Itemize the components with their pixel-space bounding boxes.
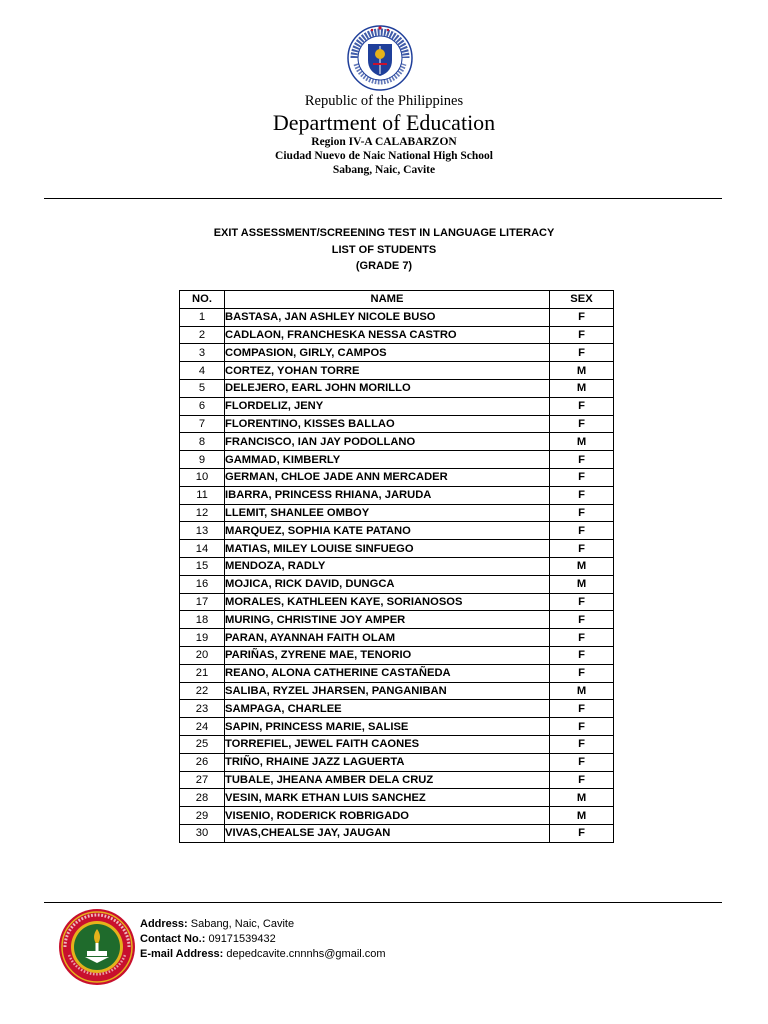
row-number: 9 bbox=[180, 451, 225, 469]
student-sex: M bbox=[550, 433, 614, 451]
table-row bbox=[180, 379, 614, 397]
table-row bbox=[180, 522, 614, 540]
email-label: E-mail Address: bbox=[140, 948, 224, 960]
row-number: 15 bbox=[180, 557, 225, 575]
table-row bbox=[180, 308, 614, 326]
student-name: COMPASION, GIRLY, CAMPOS bbox=[225, 344, 550, 362]
student-name: FRANCISCO, IAN JAY PODOLLANO bbox=[225, 433, 550, 451]
table-row bbox=[180, 682, 614, 700]
student-sex: F bbox=[550, 522, 614, 540]
table-row bbox=[180, 326, 614, 344]
student-sex: F bbox=[550, 344, 614, 362]
student-name: MOJICA, RICK DAVID, DUNGCA bbox=[225, 575, 550, 593]
table-row bbox=[180, 807, 614, 825]
student-sex: M bbox=[550, 682, 614, 700]
student-name: MATIAS, MILEY LOUISE SINFUEGO bbox=[225, 540, 550, 558]
student-sex: M bbox=[550, 362, 614, 380]
student-name: CADLAON, FRANCHESKA NESSA CASTRO bbox=[225, 326, 550, 344]
row-number: 23 bbox=[180, 700, 225, 718]
row-number: 7 bbox=[180, 415, 225, 433]
student-name: PARIÑAS, ZYRENE MAE, TENORIO bbox=[225, 646, 550, 664]
student-name: MARQUEZ, SOPHIA KATE PATANO bbox=[225, 522, 550, 540]
school-name: Ciudad Nuevo de Naic National High School bbox=[275, 150, 493, 162]
table-row bbox=[180, 362, 614, 380]
table-row bbox=[180, 629, 614, 647]
table-row bbox=[180, 593, 614, 611]
student-sex: F bbox=[550, 415, 614, 433]
republic-heading: Republic of the Philippines bbox=[304, 93, 464, 109]
footer-email bbox=[140, 948, 386, 960]
student-sex: M bbox=[550, 557, 614, 575]
row-number: 25 bbox=[180, 735, 225, 753]
row-number: 6 bbox=[180, 397, 225, 415]
student-name: CORTEZ, YOHAN TORRE bbox=[225, 362, 550, 380]
table-body bbox=[180, 308, 614, 842]
student-name: FLORENTINO, KISSES BALLAO bbox=[225, 415, 550, 433]
student-sex: F bbox=[550, 629, 614, 647]
student-name: FLORDELIZ, JENY bbox=[225, 397, 550, 415]
contact-value: 09171539432 bbox=[208, 933, 276, 945]
table-row bbox=[180, 557, 614, 575]
student-name: GAMMAD, KIMBERLY bbox=[225, 451, 550, 469]
student-name: DELEJERO, EARL JOHN MORILLO bbox=[225, 379, 550, 397]
column-header-no: NO. bbox=[180, 291, 225, 309]
row-number: 17 bbox=[180, 593, 225, 611]
row-number: 28 bbox=[180, 789, 225, 807]
student-sex: F bbox=[550, 735, 614, 753]
student-sex: F bbox=[550, 540, 614, 558]
table-row bbox=[180, 397, 614, 415]
student-name: PARAN, AYANNAH FAITH OLAM bbox=[225, 629, 550, 647]
contact-label: Contact No.: bbox=[140, 933, 206, 945]
row-number: 22 bbox=[180, 682, 225, 700]
student-name: SAPIN, PRINCESS MARIE, SALISE bbox=[225, 718, 550, 736]
student-name: VIVAS,CHEALSE JAY, JAUGAN bbox=[225, 824, 550, 842]
address-value: Sabang, Naic, Cavite bbox=[190, 918, 295, 930]
table-row bbox=[180, 575, 614, 593]
row-number: 16 bbox=[180, 575, 225, 593]
header-divider bbox=[44, 198, 722, 199]
student-name: LLEMIT, SHANLEE OMBOY bbox=[225, 504, 550, 522]
table-row bbox=[180, 753, 614, 771]
row-number: 19 bbox=[180, 629, 225, 647]
table-row bbox=[180, 468, 614, 486]
table-row bbox=[180, 718, 614, 736]
student-name: SAMPAGA, CHARLEE bbox=[225, 700, 550, 718]
student-sex: M bbox=[550, 379, 614, 397]
deped-seal-icon bbox=[340, 24, 420, 92]
row-number: 4 bbox=[180, 362, 225, 380]
row-number: 3 bbox=[180, 344, 225, 362]
student-name: GERMAN, CHLOE JADE ANN MERCADER bbox=[225, 468, 550, 486]
student-name: MENDOZA, RADLY bbox=[225, 557, 550, 575]
table-row bbox=[180, 611, 614, 629]
student-sex: F bbox=[550, 664, 614, 682]
student-sex: F bbox=[550, 718, 614, 736]
student-sex: F bbox=[550, 397, 614, 415]
student-sex: F bbox=[550, 611, 614, 629]
school-seal-icon bbox=[57, 907, 137, 987]
row-number: 29 bbox=[180, 807, 225, 825]
row-number: 26 bbox=[180, 753, 225, 771]
table-header-row bbox=[180, 291, 614, 309]
student-sex: M bbox=[550, 789, 614, 807]
student-sex: M bbox=[550, 807, 614, 825]
row-number: 13 bbox=[180, 522, 225, 540]
student-name: SALIBA, RYZEL JHARSEN, PANGANIBAN bbox=[225, 682, 550, 700]
student-sex: F bbox=[550, 753, 614, 771]
student-name: VESIN, MARK ETHAN LUIS SANCHEZ bbox=[225, 789, 550, 807]
student-sex: F bbox=[550, 468, 614, 486]
table-row bbox=[180, 789, 614, 807]
row-number: 30 bbox=[180, 824, 225, 842]
student-sex: F bbox=[550, 593, 614, 611]
student-sex: F bbox=[550, 326, 614, 344]
table-row bbox=[180, 433, 614, 451]
table-row bbox=[180, 451, 614, 469]
table-row bbox=[180, 486, 614, 504]
row-number: 20 bbox=[180, 646, 225, 664]
student-name: VISENIO, RODERICK ROBRIGADO bbox=[225, 807, 550, 825]
footer-address bbox=[140, 918, 294, 930]
row-number: 11 bbox=[180, 486, 225, 504]
table-row bbox=[180, 415, 614, 433]
row-number: 12 bbox=[180, 504, 225, 522]
student-sex: F bbox=[550, 504, 614, 522]
table-row bbox=[180, 771, 614, 789]
student-name: TRIÑO, RHAINE JAZZ LAGUERTA bbox=[225, 753, 550, 771]
row-number: 10 bbox=[180, 468, 225, 486]
row-number: 2 bbox=[180, 326, 225, 344]
department-heading: Department of Education bbox=[272, 110, 496, 135]
row-number: 1 bbox=[180, 308, 225, 326]
table-row bbox=[180, 540, 614, 558]
row-number: 24 bbox=[180, 718, 225, 736]
row-number: 8 bbox=[180, 433, 225, 451]
school-address: Sabang, Naic, Cavite bbox=[332, 164, 436, 176]
table-row bbox=[180, 504, 614, 522]
student-sex: M bbox=[550, 575, 614, 593]
footer-divider bbox=[44, 902, 722, 903]
row-number: 21 bbox=[180, 664, 225, 682]
table-row bbox=[180, 344, 614, 362]
table-row bbox=[180, 646, 614, 664]
student-name: MURING, CHRISTINE JOY AMPER bbox=[225, 611, 550, 629]
row-number: 27 bbox=[180, 771, 225, 789]
table-row bbox=[180, 664, 614, 682]
document-title: EXIT ASSESSMENT/SCREENING TEST IN LANGUAGE LITERACY bbox=[213, 227, 555, 239]
region-heading: Region IV-A CALABARZON bbox=[311, 136, 457, 148]
student-sex: F bbox=[550, 771, 614, 789]
student-sex: F bbox=[550, 700, 614, 718]
student-sex: F bbox=[550, 646, 614, 664]
student-name: MORALES, KATHLEEN KAYE, SORIANOSOS bbox=[225, 593, 550, 611]
student-sex: F bbox=[550, 451, 614, 469]
address-label: Address: bbox=[140, 918, 188, 930]
student-sex: F bbox=[550, 486, 614, 504]
document-subtitle: LIST OF STUDENTS bbox=[331, 244, 437, 256]
row-number: 14 bbox=[180, 540, 225, 558]
student-sex: F bbox=[550, 308, 614, 326]
table-row bbox=[180, 824, 614, 842]
student-name: TUBALE, JHEANA AMBER DELA CRUZ bbox=[225, 771, 550, 789]
email-value: depedcavite.cnnnhs@gmail.com bbox=[226, 948, 386, 960]
student-name: REANO, ALONA CATHERINE CASTAÑEDA bbox=[225, 664, 550, 682]
column-header-name: NAME bbox=[225, 291, 550, 309]
student-name: TORREFIEL, JEWEL FAITH CAONES bbox=[225, 735, 550, 753]
footer-contact bbox=[140, 933, 276, 945]
student-list-table bbox=[179, 290, 614, 843]
grade-label: (GRADE 7) bbox=[355, 260, 413, 272]
table-row bbox=[180, 735, 614, 753]
row-number: 18 bbox=[180, 611, 225, 629]
student-name: BASTASA, JAN ASHLEY NICOLE BUSO bbox=[225, 308, 550, 326]
column-header-sex: SEX bbox=[550, 291, 614, 309]
student-sex: F bbox=[550, 824, 614, 842]
row-number: 5 bbox=[180, 379, 225, 397]
student-name: IBARRA, PRINCESS RHIANA, JARUDA bbox=[225, 486, 550, 504]
table-row bbox=[180, 700, 614, 718]
